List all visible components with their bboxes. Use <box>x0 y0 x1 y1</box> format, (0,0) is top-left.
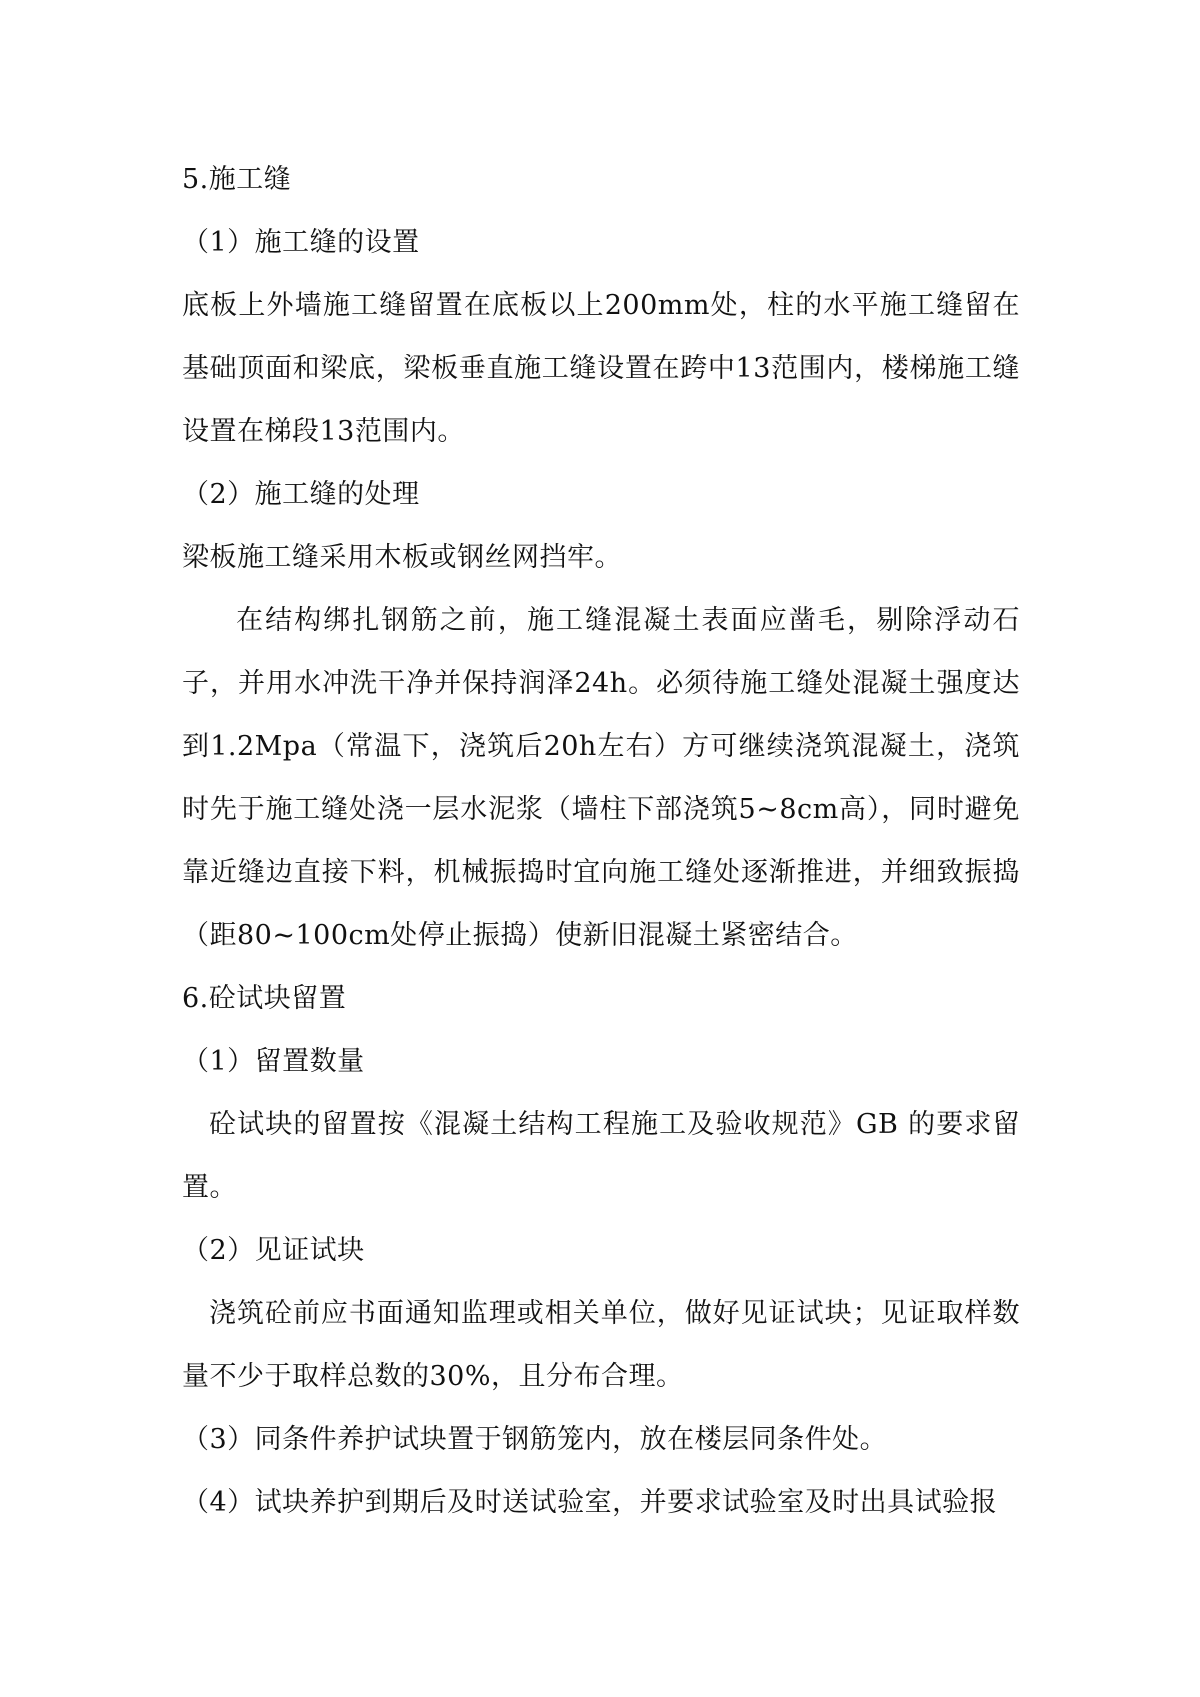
paragraph-block-delivery: （4）试块养护到期后及时送试验室，并要求试验室及时出具试验报 <box>182 1487 998 1518</box>
section-heading-test-blocks: 6.砼试块留置 <box>182 983 347 1014</box>
subheading-block-quantity: （1）留置数量 <box>182 1046 365 1077</box>
paragraph-block-quantity: 砼试块的留置按《混凝土结构工程施工及验收规范》GB 的要求留置。 <box>182 1109 1020 1203</box>
subheading-joint-setting: （1）施工缝的设置 <box>182 227 420 258</box>
paragraph-witness-blocks: 浇筑砼前应书面通知监理或相关单位，做好见证试块；见证取样数量不少于取样总数的30%，且分布合理。 <box>182 1298 1020 1392</box>
section-heading-construction-joint: 5.施工缝 <box>182 164 292 195</box>
paragraph-joint-setting: 底板上外墙施工缝留置在底板以上200mm处，柱的水平施工缝留在基础顶面和梁底，梁板垂直施工缝设置在跨中13范围内，楼梯施工缝设置在梯段13范围内。 <box>182 290 1020 447</box>
paragraph-joint-treatment: 在结构绑扎钢筋之前，施工缝混凝土表面应凿毛，剔除浮动石子，并用水冲洗干净并保持润泽24h。必须待施工缝处混凝土强度达到1.2Mpa（常温下，浇筑后20h左右）方可继续浇筑混凝土，浇筑时先于施工缝处浇一层水泥浆（墙柱下部浇筑5~8cm高），同时避免靠近缝边直接下料，机械振捣时宜向施工缝处逐渐推进，并细致振捣（距80~100cm处停止振捣）使新旧混凝土紧密结合。 <box>182 605 1020 951</box>
paragraph-same-condition-curing: （3）同条件养护试块置于钢筋笼内，放在楼层同条件处。 <box>182 1424 888 1455</box>
subheading-joint-treatment: （2）施工缝的处理 <box>182 479 420 510</box>
paragraph-joint-formwork: 梁板施工缝采用木板或钢丝网挡牢。 <box>182 542 622 573</box>
document-body <box>182 148 1020 1534</box>
subheading-witness-blocks: （2）见证试块 <box>182 1235 365 1266</box>
